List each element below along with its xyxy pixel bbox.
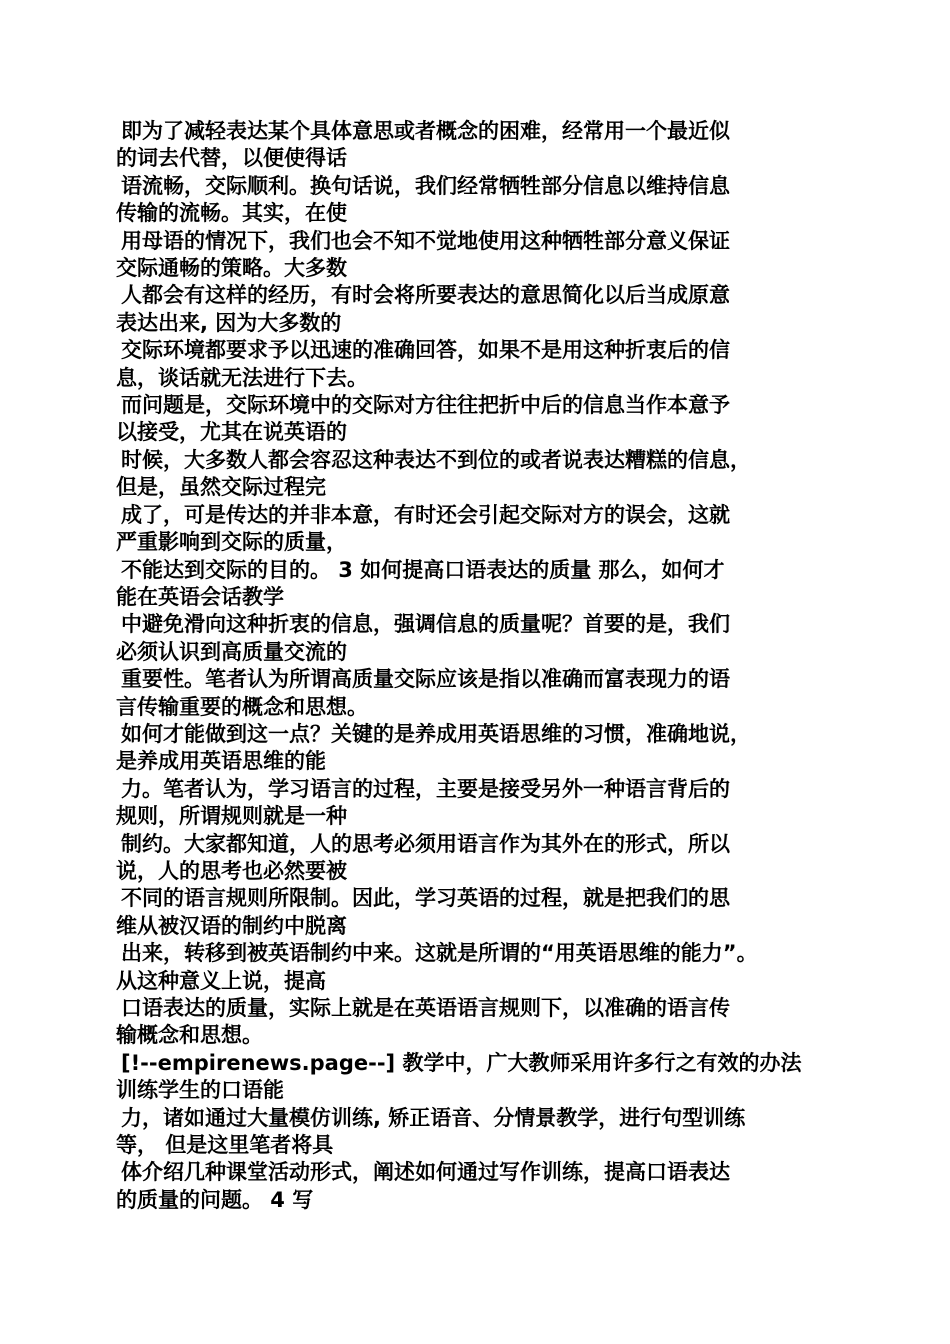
paragraph-continuation: 息，谈话就无法进行下去。 [116,365,368,390]
paragraph-continuation: 严重影响到交际的质量， [116,530,347,555]
paragraph-continuation: 言传输重要的概念和思想。 [116,694,368,719]
paragraph-line: 出来，转移到被英语制约中来。这就是所谓的“用英语思维的能力”。 [121,941,758,966]
paragraph-continuation: 表达出来, 因为大多数的 [116,310,342,335]
paragraph-line: 不同的语言规则所限制。因此，学习英语的过程，就是把我们的思 [121,886,730,911]
paragraph-line: 而问题是，交际环境中的交际对方往往把折中后的信息当作本意予 [121,393,730,418]
paragraph-line: 制约。大家都知道，人的思考必须用语言作为其外在的形式，所以 [121,831,730,856]
paragraph-line: 如何才能做到这一点？关键的是养成用英语思维的习惯，准确地说， [121,721,751,746]
paragraph-line: 人都会有这样的经历，有时会将所要表达的意思简化以后当成原意 [121,283,730,308]
paragraph-15 [116,885,826,940]
document-body [116,118,836,1214]
paragraph-continuation: 是养成用英语思维的能 [116,749,326,774]
paragraph-13 [116,776,826,831]
paragraph-line: 成了，可是传达的并非本意，有时还会引起交际对方的误会，这就 [121,502,730,527]
paragraph-12 [116,721,826,776]
paragraph-line: 中避免滑向这种折衷的信息，强调信息的质量呢？首要的是，我们 [121,612,730,637]
paragraph-5 [116,337,826,392]
paragraph-line: 语流畅，交际顺利。换句话说，我们经常牺牲部分信息以维持信息 [121,173,730,198]
paragraph-line: 时候，大多数人都会容忍这种表达不到位的或者说表达糟糕的信息， [121,447,751,472]
paragraph-line: 力，诸如通过大量模仿训练, 矫正语音、分情景教学，进行句型训练 [121,1105,746,1130]
paragraph-17 [116,995,826,1050]
paragraph-1 [116,118,826,173]
paragraph-line: 重要性。笔者认为所谓高质量交际应该是指以准确而富表现力的语 [121,667,730,692]
paragraph-7 [116,447,826,502]
paragraph-continuation: 以接受，尤其在说英语的 [116,420,347,445]
paragraph-continuation: 的质量的问题。 4 写 [116,1187,314,1212]
paragraph-11 [116,666,826,721]
paragraph-14 [116,831,826,886]
paragraph-continuation: 维从被汉语的制约中脱离 [116,913,347,938]
paragraph-10 [116,611,826,666]
paragraph-6 [116,392,826,447]
paragraph-line: 不能达到交际的目的。 3 如何提高口语表达的质量 那么，如何才 [121,557,725,582]
paragraph-2 [116,173,826,228]
paragraph-continuation: 传输的流畅。其实，在使 [116,201,347,226]
paragraph-9 [116,557,826,612]
paragraph-continuation: 说，人的思考也必然要被 [116,858,347,883]
paragraph-line: [!--empirenews.page--] 教学中，广大教师采用许多行之有效的办法 [121,1050,802,1075]
paragraph-3 [116,228,826,283]
paragraph-line: 体介绍几种课堂活动形式，阐述如何通过写作训练，提高口语表达 [121,1160,730,1185]
paragraph-line: 用母语的情况下，我们也会不知不觉地使用这种牺牲部分意义保证 [121,228,730,253]
paragraph-continuation: 输概念和思想。 [116,1023,263,1048]
paragraph-continuation: 从这种意义上说，提高 [116,968,326,993]
paragraph-19 [116,1105,826,1160]
paragraph-continuation: 的词去代替，以便使得话 [116,146,347,171]
paragraph-continuation: 能在英语会话教学 [116,584,284,609]
paragraph-continuation: 训练学生的口语能 [116,1078,284,1103]
paragraph-continuation: 交际通畅的策略。大多数 [116,256,347,281]
paragraph-8 [116,502,826,557]
paragraph-line: 口语表达的质量，实际上就是在英语语言规则下，以准确的语言传 [121,996,730,1020]
paragraph-line: 交际环境都要求予以迅速的准确回答，如果不是用这种折衷后的信 [121,338,730,363]
paragraph-16 [116,940,826,995]
paragraph-20 [116,1159,826,1214]
paragraph-18 [116,1050,826,1105]
paragraph-line: 即为了减轻表达某个具体意思或者概念的困难，经常用一个最近似 [121,119,730,143]
paragraph-line: 力。笔者认为，学习语言的过程，主要是接受另外一种语言背后的 [121,776,730,801]
paragraph-continuation: 规则，所谓规则就是一种 [116,804,347,829]
paragraph-continuation: 但是，虽然交际过程完 [116,475,326,500]
paragraph-4 [116,282,826,337]
paragraph-continuation: 等， 但是这里笔者将具 [116,1133,334,1158]
paragraph-continuation: 必须认识到高质量交流的 [116,639,347,664]
